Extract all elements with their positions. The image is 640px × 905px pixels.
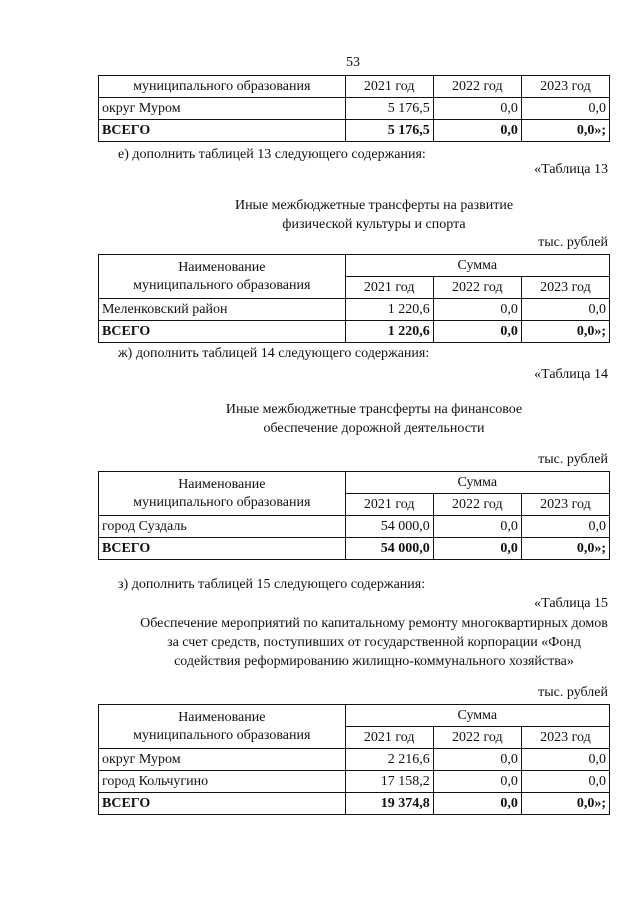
table-total-row <box>99 538 610 560</box>
total-value-2021: 54 000,0 <box>345 538 433 560</box>
header-name-line-1: Наименование <box>178 259 266 275</box>
total-value-2022: 0,0 <box>433 793 521 815</box>
row-value-2022: 0,0 <box>433 98 521 120</box>
unit-label: тыс. рублей <box>538 452 608 467</box>
row-name: город Кольчугино <box>99 771 346 793</box>
total-value-2022: 0,0 <box>433 120 521 142</box>
table-header-row <box>99 705 610 727</box>
row-name: округ Муром <box>99 749 346 771</box>
page-number: 53 <box>346 55 360 70</box>
row-value-2023: 0,0 <box>521 98 609 120</box>
header-year-2021: 2021 год <box>345 277 433 299</box>
title-line-2: физической культуры и спорта <box>282 217 466 232</box>
table-total-row <box>99 793 610 815</box>
header-name-line-2: муниципального образования <box>133 727 311 743</box>
table-total-row <box>99 321 610 343</box>
header-sum: Сумма <box>345 705 609 727</box>
header-name-cell <box>99 255 346 299</box>
total-value-2023: 0,0»; <box>521 538 609 560</box>
table-13-title <box>100 196 640 234</box>
row-value-2023: 0,0 <box>521 771 609 793</box>
title-line-2: за счет средств, поступивших от государственной корпорации «Фонд <box>167 635 581 650</box>
header-year-2021: 2021 год <box>345 727 433 749</box>
row-value-2022: 0,0 <box>433 299 521 321</box>
row-value-2021: 17 158,2 <box>345 771 433 793</box>
total-label: ВСЕГО <box>99 538 346 560</box>
row-value-2022: 0,0 <box>433 749 521 771</box>
instruction-e: е) дополнить таблицей 13 следующего содержания: <box>118 147 426 162</box>
total-value-2023: 0,0»; <box>521 793 609 815</box>
table-header-row <box>99 255 610 277</box>
row-name: Меленковский район <box>99 299 346 321</box>
title-line-2: обеспечение дорожной деятельности <box>263 421 485 436</box>
total-value-2021: 1 220,6 <box>345 321 433 343</box>
table-15-title <box>100 614 640 671</box>
table-header-row <box>99 472 610 494</box>
unit-label: тыс. рублей <box>538 235 608 250</box>
row-name: город Суздаль <box>99 516 346 538</box>
instruction-z: з) дополнить таблицей 15 следующего содержания: <box>118 577 426 592</box>
header-name-cell: муниципального образования <box>99 76 346 98</box>
table-13 <box>98 254 610 343</box>
row-value-2021: 2 216,6 <box>345 749 433 771</box>
total-label: ВСЕГО <box>99 793 346 815</box>
table-14 <box>98 471 610 560</box>
table-row <box>99 749 610 771</box>
table-14-ref: «Таблица 14 <box>534 367 608 382</box>
header-year-2021: 2021 год <box>345 76 433 98</box>
title-line-1: Обеспечение мероприятий по капитальному ремонту многоквартирных домов <box>140 616 608 631</box>
table-row <box>99 771 610 793</box>
header-name-cell <box>99 472 346 516</box>
row-value-2021: 1 220,6 <box>345 299 433 321</box>
total-label: ВСЕГО <box>99 120 346 142</box>
header-year-2021: 2021 год <box>345 494 433 516</box>
total-value-2022: 0,0 <box>433 321 521 343</box>
row-value-2023: 0,0 <box>521 299 609 321</box>
title-line-1: Иные межбюджетные трансферты на финансовое <box>225 402 523 417</box>
row-value-2022: 0,0 <box>433 516 521 538</box>
header-year-2022: 2022 год <box>433 494 521 516</box>
row-value-2021: 54 000,0 <box>345 516 433 538</box>
table-13-ref: «Таблица 13 <box>534 162 608 177</box>
total-value-2021: 19 374,8 <box>345 793 433 815</box>
table-12-continuation <box>98 75 610 142</box>
header-name-cell <box>99 705 346 749</box>
total-value-2023: 0,0»; <box>521 321 609 343</box>
table-row <box>99 516 610 538</box>
header-year-2022: 2022 год <box>433 277 521 299</box>
unit-label: тыс. рублей <box>538 685 608 700</box>
table-row <box>99 98 610 120</box>
instruction-zh: ж) дополнить таблицей 14 следующего содержания: <box>118 346 430 361</box>
table-15 <box>98 704 610 815</box>
title-line-3: содействия реформированию жилищно-коммунального хозяйства» <box>174 654 574 669</box>
table-15-ref: «Таблица 15 <box>534 596 608 611</box>
row-name: округ Муром <box>99 98 346 120</box>
table-row <box>99 299 610 321</box>
total-label: ВСЕГО <box>99 321 346 343</box>
row-value-2021: 5 176,5 <box>345 98 433 120</box>
header-name-line-2: муниципального образования <box>133 277 311 293</box>
total-value-2023: 0,0»; <box>521 120 609 142</box>
row-value-2022: 0,0 <box>433 771 521 793</box>
header-year-2023: 2023 год <box>521 494 609 516</box>
header-year-2022: 2022 год <box>433 76 521 98</box>
header-sum: Сумма <box>345 255 609 277</box>
header-name-line-2: муниципального образования <box>133 494 311 510</box>
header-year-2022: 2022 год <box>433 727 521 749</box>
row-value-2023: 0,0 <box>521 749 609 771</box>
header-name-line-1: Наименование <box>178 709 266 725</box>
header-name-line-1: Наименование <box>178 476 266 492</box>
header-year-2023: 2023 год <box>521 727 609 749</box>
row-value-2023: 0,0 <box>521 516 609 538</box>
header-year-2023: 2023 год <box>521 277 609 299</box>
header-sum: Сумма <box>345 472 609 494</box>
title-line-1: Иные межбюджетные трансферты на развитие <box>234 198 514 213</box>
table-header-row <box>99 76 610 98</box>
table-14-title <box>100 400 640 438</box>
total-value-2022: 0,0 <box>433 538 521 560</box>
table-total-row <box>99 120 610 142</box>
total-value-2021: 5 176,5 <box>345 120 433 142</box>
header-year-2023: 2023 год <box>521 76 609 98</box>
